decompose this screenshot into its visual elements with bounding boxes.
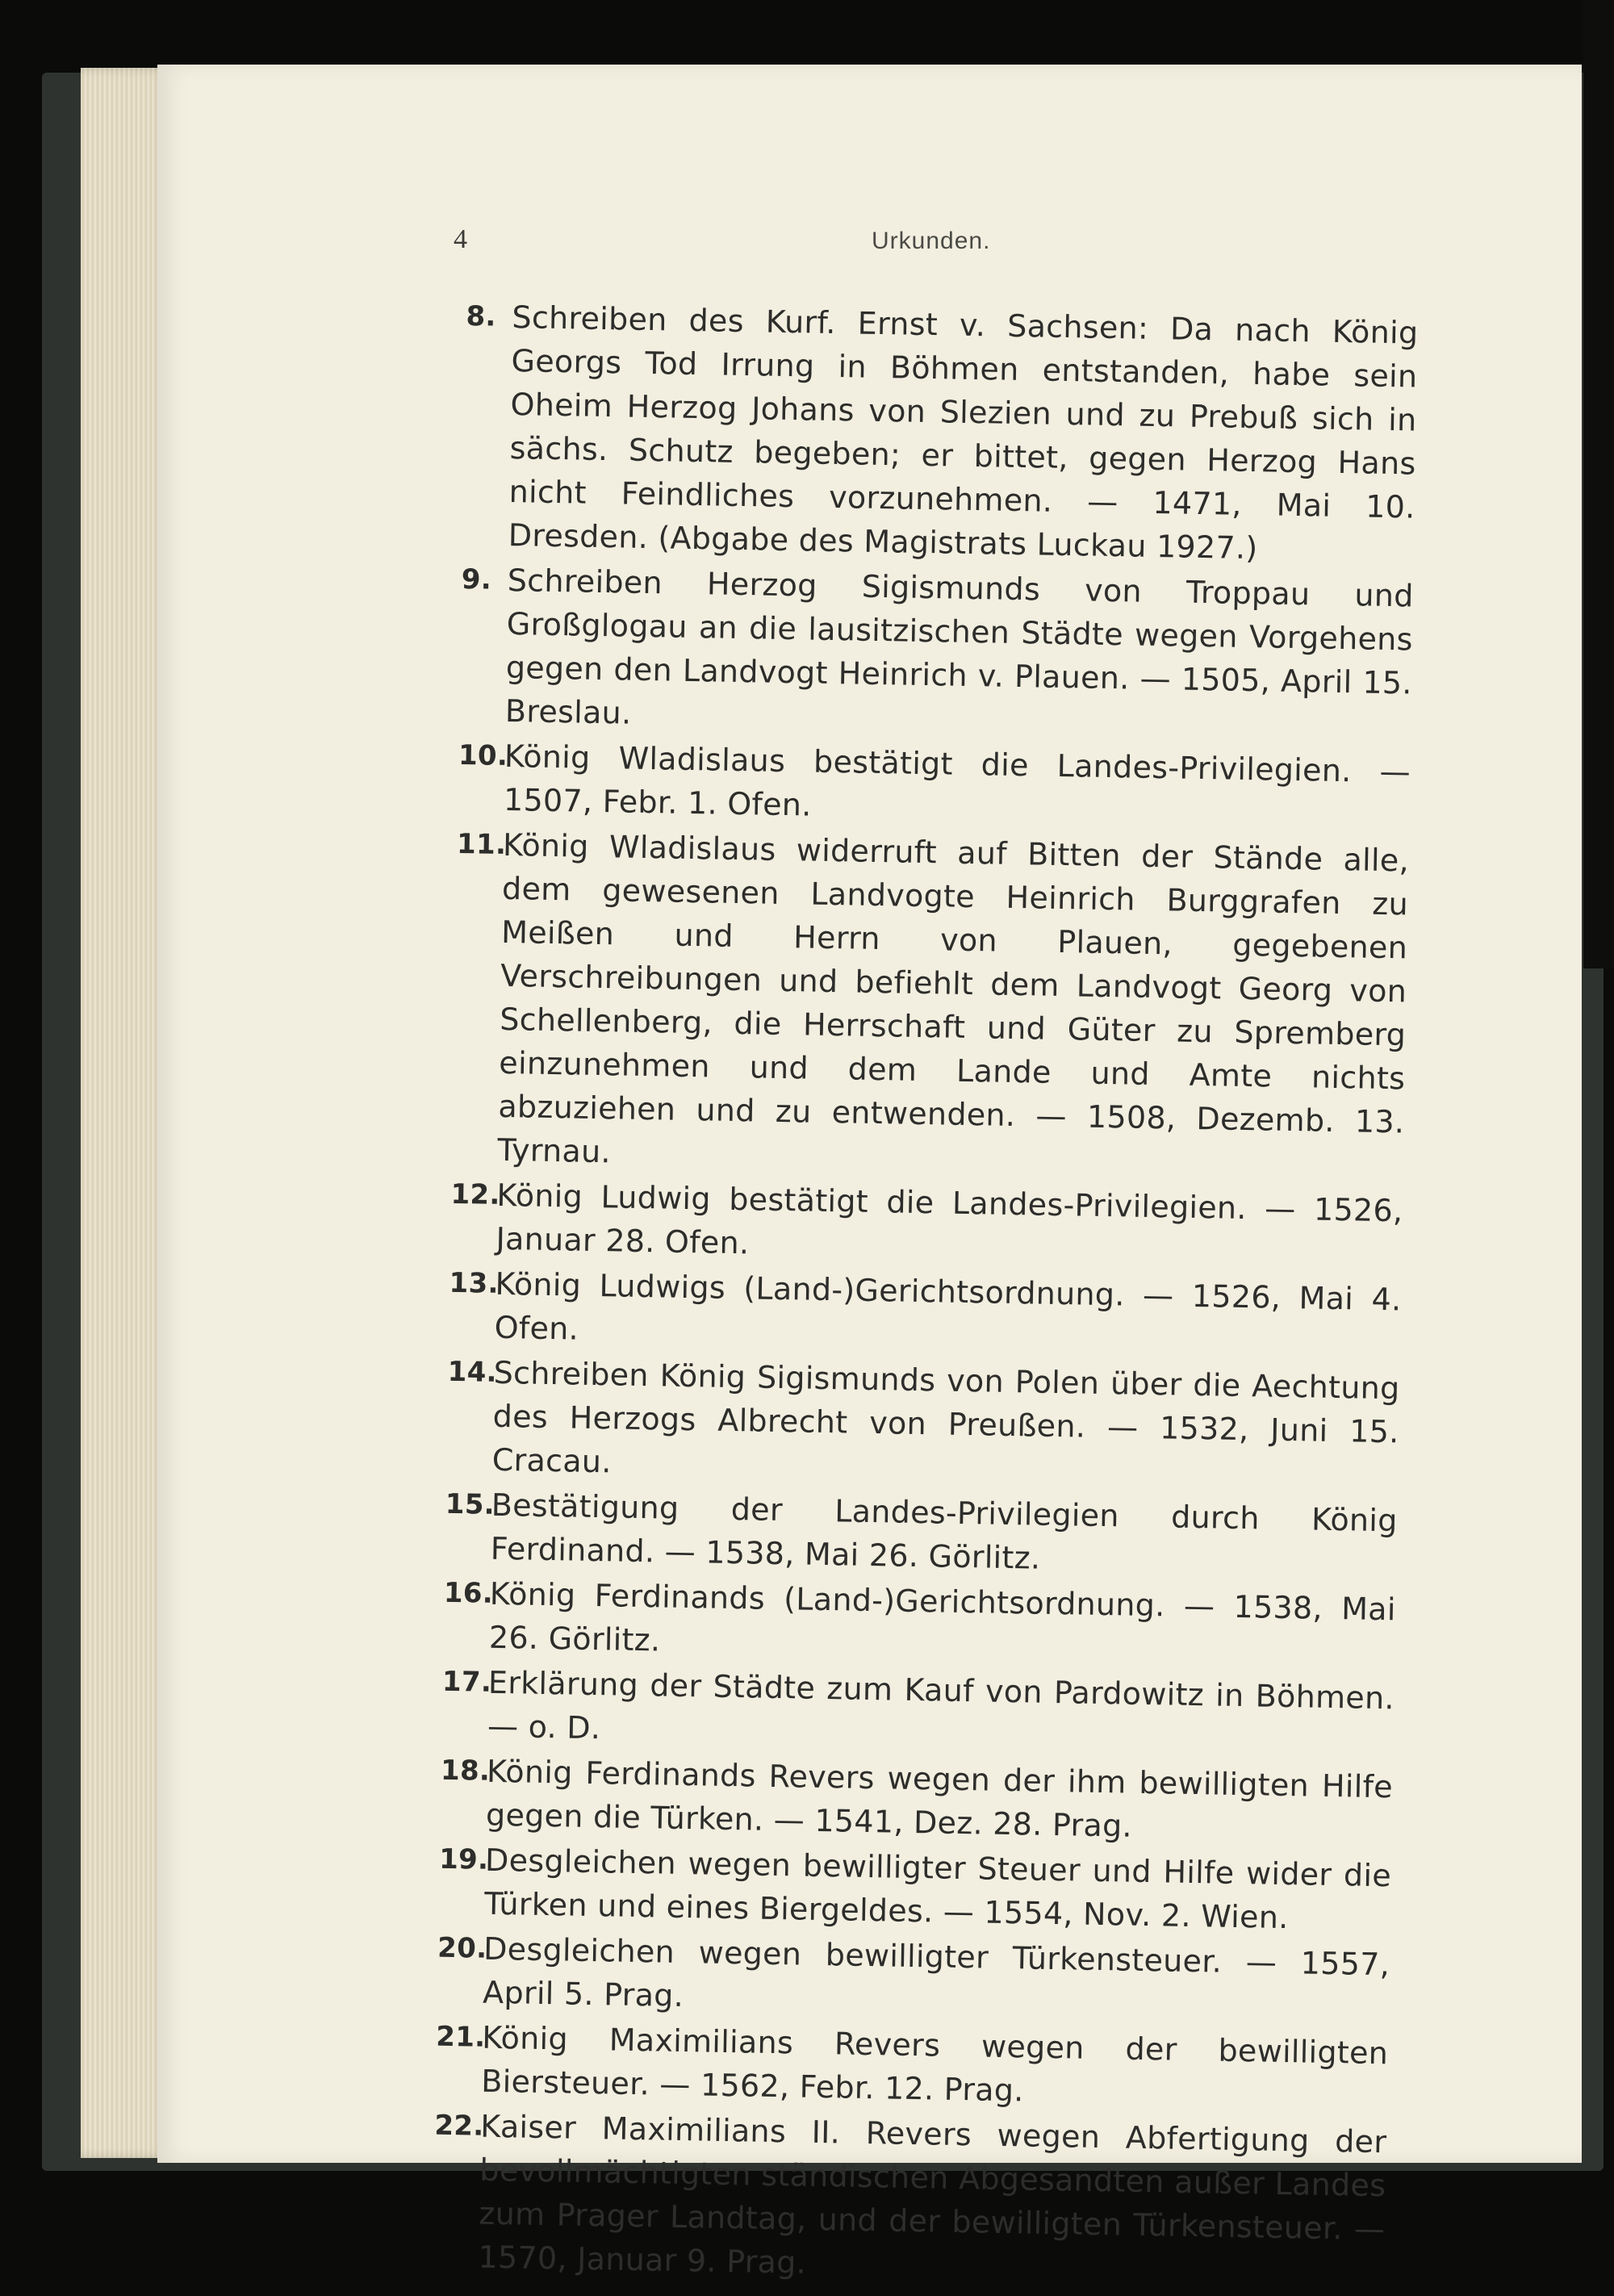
entry-item: [444, 1483, 1398, 1587]
running-head: Urkunden.: [872, 228, 991, 254]
entry-number: 14.: [447, 1355, 498, 1389]
entry-number: 17.: [441, 1665, 492, 1699]
entry-item: [438, 1838, 1392, 1942]
entry-item: [445, 1350, 1400, 1498]
entry-item: [440, 1749, 1394, 1853]
entry-item: [448, 1261, 1402, 1365]
entry-text: Schreiben Herzog Sigismunds von Troppau und Großglogau an die lausitzischen Städte wegen Vorgehens gegen den Landvogt Heinrich v. Plauen. — 1505, April 15. Breslau.: [504, 562, 1415, 731]
entry-text: König Ferdinands Revers wegen der ihm bewilligten Hilfe gegen die Türken. — 1541, Dez. 28. Prag.: [485, 1753, 1394, 1844]
entry-text: König Ludwigs (Land-)Gerichtsordnung. — 1526, Mai 4. Ofen.: [494, 1265, 1402, 1347]
entry-text: Bestätigung der Landes-Privilegien durch König Ferdinand. — 1538, Mai 26. Görlitz.: [490, 1487, 1399, 1576]
entry-item: [451, 822, 1409, 1188]
entry-number: 10.: [458, 738, 508, 772]
entry-number: 9.: [461, 562, 492, 596]
entry-item: [459, 558, 1415, 749]
entry-text: Schreiben des Kurf. Ernst v. Sachsen: Da nach König Georgs Tod Irrung in Böhmen entstanden, habe sein Oheim Herzog Johans von Slezien und zu Prebuß sich in sächs. Schutz begeben; er bittet, gegen Herzog Hans nicht Feindliches vorzunehmen. — 1471, Mai 10. Dresden. (Abgabe des Magistrats Luckau 1927.): [508, 299, 1419, 567]
entry-item: [462, 295, 1418, 573]
entry-number: 16.: [443, 1576, 494, 1610]
entry-item: [449, 1173, 1403, 1277]
background-shadow: [1583, 0, 1614, 968]
entry-item: [437, 1926, 1390, 2030]
entry-text: König Ludwig bestätigt die Landes-Privilegien. — 1526, Januar 28. Ofen.: [495, 1177, 1403, 1261]
entry-number: 11.: [456, 827, 507, 861]
entry-number: 12.: [450, 1177, 501, 1211]
entry-text: König Wladislaus widerruft auf Bitten der Stände alle, dem gewesenen Landvogte Heinrich Burggrafen zu Meißen und Herrn von Plauen, gegebenen Verschreibungen und befiehlt dem Landvogt Georg von Schellenberg, die Herrschaft und Güter zu Spremberg einzunehmen und dem Lande und Amte nichts abzuziehen und zu entwenden. — 1508, Dezemb. 13. Tyrnau.: [497, 826, 1410, 1170]
entry-text: Schreiben König Sigismunds von Polen über die Aechtung des Herzogs Albrecht von Preußen. — 1532, Juni 15. Cracau.: [491, 1354, 1400, 1480]
entry-text: Erklärung der Städte zum Kauf von Pardowitz in Böhmen. — o. D.: [487, 1664, 1395, 1746]
entry-item: [443, 1571, 1397, 1675]
entry-number: 8.: [466, 299, 497, 333]
entry-item: [441, 1660, 1395, 1764]
entry-number: 19.: [438, 1842, 489, 1876]
entry-item: [432, 2104, 1387, 2295]
page-header: [0, 224, 1614, 265]
entry-number: 21.: [435, 2020, 486, 2054]
entry-number: 13.: [449, 1266, 500, 1300]
entry-number: 22.: [434, 2109, 484, 2143]
entry-text: König Wladislaus bestätigt die Landes-Privilegien. — 1507, Febr. 1. Ofen.: [503, 738, 1411, 823]
entry-number: 18.: [440, 1754, 491, 1788]
entry-text: König Maximilians Revers wegen der bewilligten Biersteuer. — 1562, Febr. 12. Prag.: [480, 2019, 1389, 2109]
entry-text: Desgleichen wegen bewilligter Steuer und Hilfe wider die Türken und eines Biergeldes. — 1554, Nov. 2. Wien.: [483, 1842, 1392, 1936]
entry-item: [458, 734, 1411, 838]
entry-number: 20.: [437, 1931, 487, 1965]
document-entries: [432, 295, 1419, 2296]
entry-number: 15.: [445, 1487, 495, 1521]
page-number: 4: [454, 224, 467, 254]
page-edges: [81, 68, 169, 2158]
entry-item: [435, 2015, 1389, 2119]
entry-text: König Ferdinands (Land-)Gerichtsordnung. — 1538, Mai 26. Görlitz.: [488, 1575, 1397, 1658]
entry-text: Kaiser Maximilians II. Revers wegen Abfertigung der bevollmächtigten ständischen Abgesandten außer Landes zum Prager Landtag, und der bewilligten Türkensteuer. — 1570, Januar 9. Prag.: [478, 2108, 1387, 2281]
entry-text: Desgleichen wegen bewilligter Türkensteuer. — 1557, April 5. Prag.: [482, 1930, 1390, 2014]
